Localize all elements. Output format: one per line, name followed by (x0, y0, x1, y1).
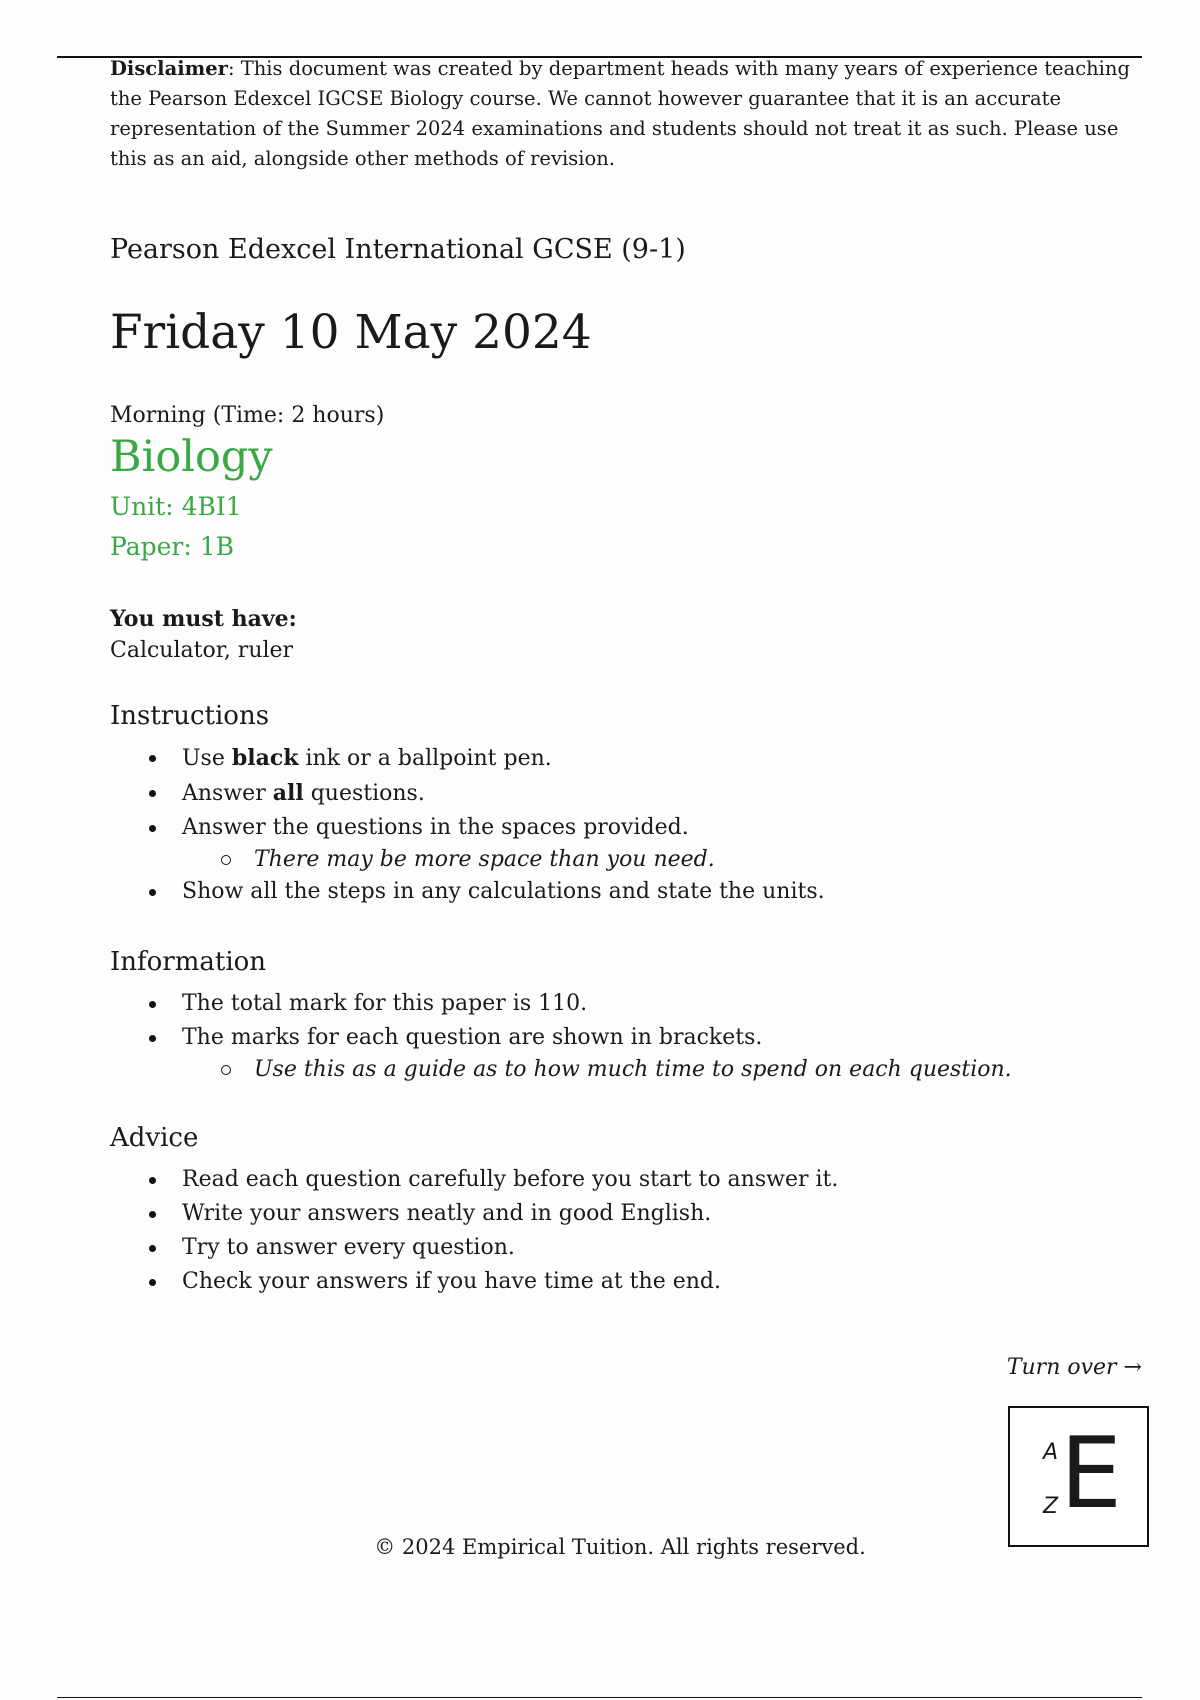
advice-heading: Advice (110, 1123, 199, 1153)
cover-page (110, 54, 1130, 1299)
list-item: Answer the questions in the spaces provided. (110, 811, 1130, 845)
information-list (110, 987, 1130, 1085)
publisher-logo (1008, 1406, 1149, 1547)
exam-date: Friday 10 May 2024 (110, 305, 592, 360)
instructions-list (110, 741, 1130, 909)
unit-code: Unit: 4BI1 (110, 492, 242, 521)
information-heading: Information (110, 947, 267, 977)
exam-session: Morning (Time: 2 hours) (110, 403, 385, 428)
list-item: Try to answer every question. (110, 1231, 1130, 1265)
disclaimer (110, 54, 1130, 174)
must-have-heading: You must have: (110, 606, 297, 632)
paper-code: Paper: 1B (110, 532, 234, 561)
list-subitem: Use this as a guide as to how much time to spend on each question. (110, 1055, 1130, 1085)
list-item: Check your answers if you have time at the end. (110, 1265, 1130, 1299)
list-item: Read each question carefully before you start to answer it. (110, 1163, 1130, 1197)
copyright: © 2024 Empirical Tuition. All rights reserved. (374, 1535, 866, 1559)
logo-letter-z: Z (1043, 1494, 1059, 1519)
logo-letter-e: E (1060, 1417, 1122, 1531)
list-item: Show all the steps in any calculations and state the units. (110, 875, 1130, 909)
bottom-rule (57, 1697, 1142, 1698)
advice-list (110, 1163, 1130, 1299)
list-item: Answer all questions. (110, 776, 1130, 811)
list-item: The marks for each question are shown in brackets. (110, 1021, 1130, 1055)
list-item: Write your answers neatly and in good English. (110, 1197, 1130, 1231)
instructions-heading: Instructions (110, 701, 270, 731)
must-have-items: Calculator, ruler (110, 638, 294, 663)
list-item: The total mark for this paper is 110. (110, 987, 1130, 1021)
disclaimer-label: Disclaimer (110, 57, 228, 80)
logo-letter-a: A (1043, 1440, 1059, 1465)
qualification-title: Pearson Edexcel International GCSE (9-1) (110, 234, 686, 265)
list-item: Use black ink or a ballpoint pen. (110, 741, 1130, 776)
list-subitem: There may be more space than you need. (110, 845, 1130, 875)
turn-over-label: Turn over → (1006, 1355, 1142, 1380)
disclaimer-text: : This document was created by department heads with many years of experience teaching the Pearson Edexcel IGCSE Biology course. We cannot however guarantee that it is an accurate representation of the Summer 2024 examinations and students should not treat it as such. Please use this as an aid, alongside other methods of revision. (110, 57, 1130, 170)
subject-title: Biology (110, 432, 273, 482)
